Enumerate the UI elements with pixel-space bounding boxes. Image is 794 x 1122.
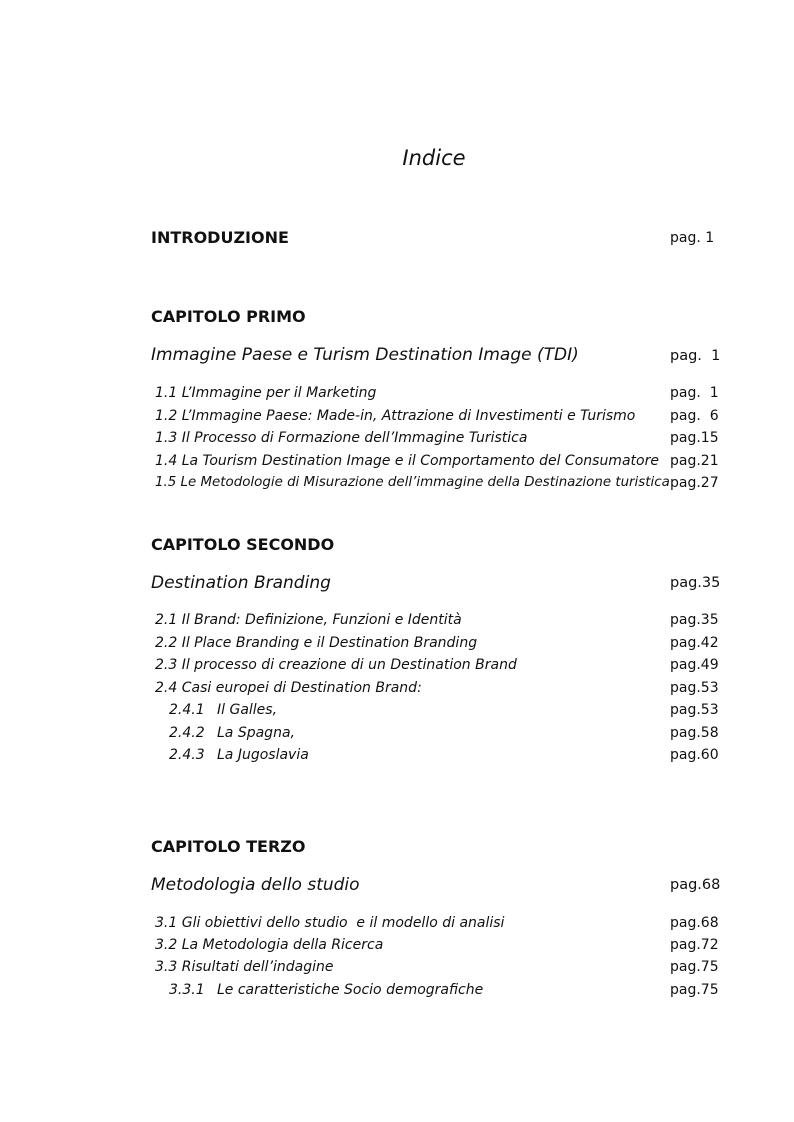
toc-entry: 3.3 Risultati dell’indagine — [155, 959, 334, 975]
chapter-2-subtitle-page: pag.35 — [670, 575, 721, 591]
introduzione-page: pag. 1 — [670, 230, 715, 246]
toc-entry: 1.4 La Tourism Destination Image e il Comportamento del Consumatore — [155, 453, 659, 469]
chapter-3-subtitle: Metodologia dello studio — [151, 875, 360, 895]
chapter-2-heading: CAPITOLO SECONDO — [151, 535, 335, 554]
chapter-1-subtitle: Immagine Paese e Turism Destination Image (TDI) — [151, 345, 579, 365]
toc-subentry-number: 3.3.1 — [169, 982, 205, 998]
toc-subentry-page: pag.58 — [670, 725, 719, 741]
toc-entry-page: pag.68 — [670, 915, 719, 931]
introduzione-heading: INTRODUZIONE — [151, 228, 289, 247]
toc-subentry: La Spagna, — [217, 725, 295, 741]
toc-entry: 2.1 Il Brand: Definizione, Funzioni e Identità — [155, 612, 462, 628]
toc-subentry: Il Galles, — [217, 702, 278, 718]
toc-entry-page: pag. 6 — [670, 408, 719, 424]
toc-entry-page: pag.21 — [670, 453, 719, 469]
toc-subentry-number: 2.4.2 — [169, 725, 205, 741]
toc-entry: 1.2 L’Immagine Paese: Made-in, Attrazione di Investimenti e Turismo — [155, 408, 636, 424]
chapter-1-heading: CAPITOLO PRIMO — [151, 307, 306, 326]
toc-entry: 2.3 Il processo di creazione di un Destination Brand — [155, 657, 517, 673]
toc-entry-page: pag.53 — [670, 680, 719, 696]
toc-entry-page: pag.35 — [670, 612, 719, 628]
toc-subentry-number: 2.4.1 — [169, 702, 205, 718]
toc-entry-page: pag.15 — [670, 430, 719, 446]
chapter-3-subtitle-page: pag.68 — [670, 877, 721, 893]
toc-subentry-page: pag.75 — [670, 982, 719, 998]
toc-entry: 2.2 Il Place Branding e il Destination Branding — [155, 635, 478, 651]
toc-entry-page: pag.49 — [670, 657, 719, 673]
toc-entry-page: pag. 1 — [670, 385, 719, 401]
toc-entry: 2.4 Casi europei di Destination Brand: — [155, 680, 422, 696]
toc-entry: 3.1 Gli obiettivi dello studio e il modello di analisi — [155, 915, 505, 931]
toc-entry: 3.2 La Metodologia della Ricerca — [155, 937, 384, 953]
page-title: Indice — [402, 146, 466, 170]
toc-subentry: Le caratteristiche Socio demografiche — [217, 982, 484, 998]
toc-subentry-number: 2.4.3 — [169, 747, 205, 763]
toc-entry-page: pag.27 — [670, 475, 719, 491]
toc-subentry-page: pag.60 — [670, 747, 719, 763]
toc-subentry-page: pag.53 — [670, 702, 719, 718]
toc-entry-page: pag.72 — [670, 937, 719, 953]
toc-entry-page: pag.42 — [670, 635, 719, 651]
chapter-2-subtitle: Destination Branding — [151, 573, 331, 593]
toc-entry: 1.5 Le Metodologie di Misurazione dell’immagine della Destinazione turistica — [155, 475, 670, 490]
toc-entry: 1.1 L’Immagine per il Marketing — [155, 385, 377, 401]
chapter-3-heading: CAPITOLO TERZO — [151, 837, 306, 856]
chapter-1-subtitle-page: pag. 1 — [670, 348, 721, 364]
toc-subentry: La Jugoslavia — [217, 747, 309, 763]
toc-entry: 1.3 Il Processo di Formazione dell’Immagine Turistica — [155, 430, 528, 446]
toc-entry-page: pag.75 — [670, 959, 719, 975]
